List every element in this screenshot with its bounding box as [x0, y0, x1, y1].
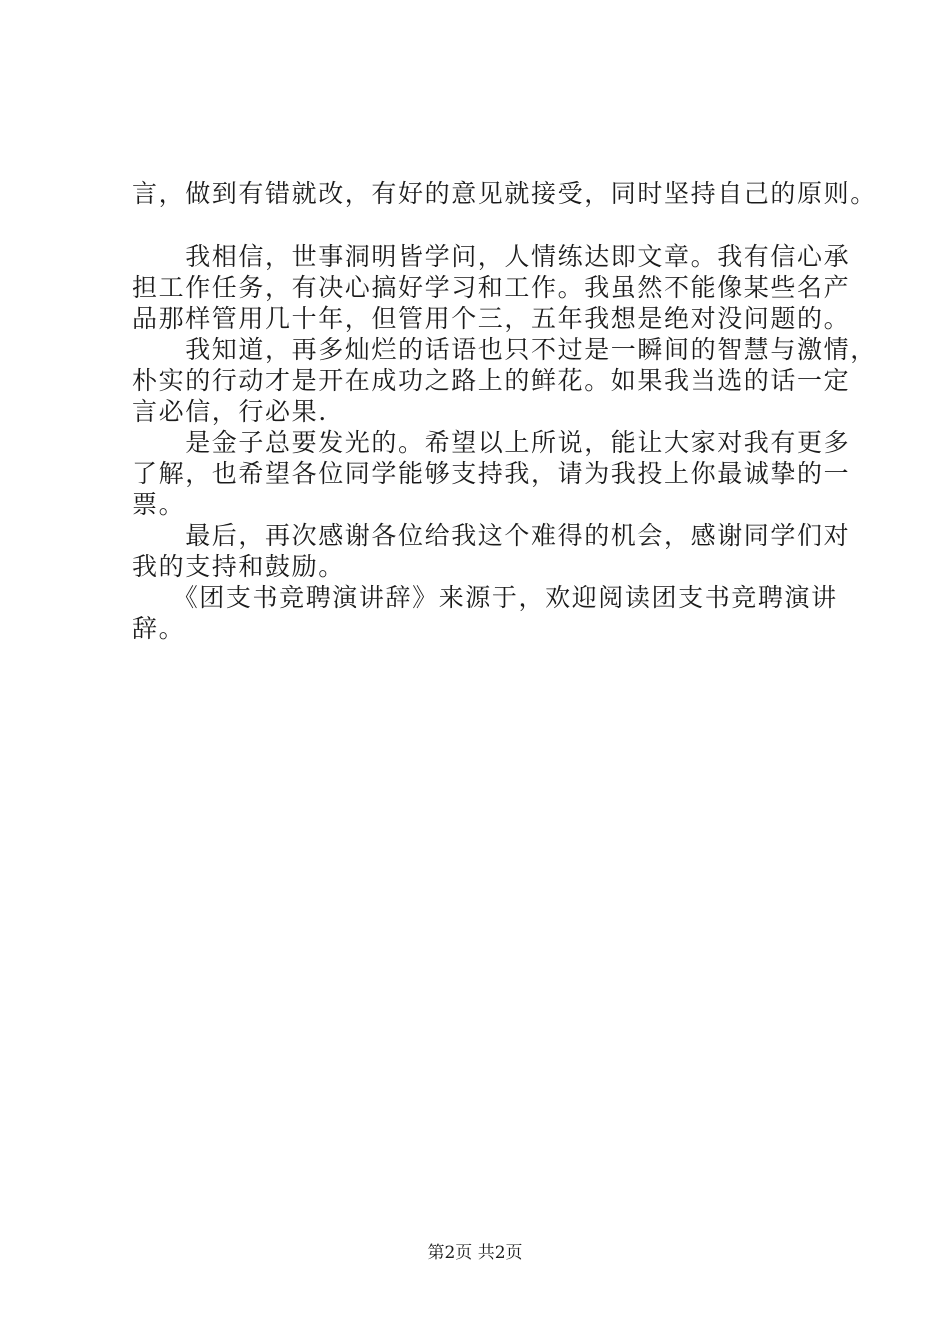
page-number-footer: 第2页 共2页	[427, 1243, 523, 1263]
paragraph-line: 最后，再次感谢各位给我这个难得的机会，感谢同学们对	[132, 521, 851, 550]
paragraph-line: 我相信，世事洞明皆学问，人情练达即文章。我有信心承	[132, 242, 851, 271]
paragraph-line: 品那样管用几十年，但管用个三，五年我想是绝对没问题的。	[132, 304, 851, 333]
paragraph-line: 是金子总要发光的。希望以上所说，能让大家对我有更多	[132, 428, 851, 457]
paragraph-line: 言，做到有错就改，有好的意见就接受，同时坚持自己的原则。	[132, 179, 877, 208]
paragraph-line: 言必信，行必果.	[132, 397, 328, 426]
paragraph-line: 《团支书竞聘演讲辞》来源于，欢迎阅读团支书竞聘演讲	[132, 583, 838, 612]
paragraph-line: 朴实的行动才是开在成功之路上的鲜花。如果我当选的话一定	[132, 366, 851, 395]
paragraph-line: 了解，也希望各位同学能够支持我，请为我投上你最诚挚的一	[132, 459, 851, 488]
paragraph-line: 票。	[132, 490, 186, 519]
paragraph-line: 我知道，再多灿烂的话语也只不过是一瞬间的智慧与激情，	[132, 335, 877, 364]
paragraph-line: 我的支持和鼓励。	[132, 552, 345, 581]
paragraph-line: 辞。	[132, 614, 186, 643]
paragraph-line: 担工作任务，有决心搞好学习和工作。我虽然不能像某些名产	[132, 273, 851, 302]
